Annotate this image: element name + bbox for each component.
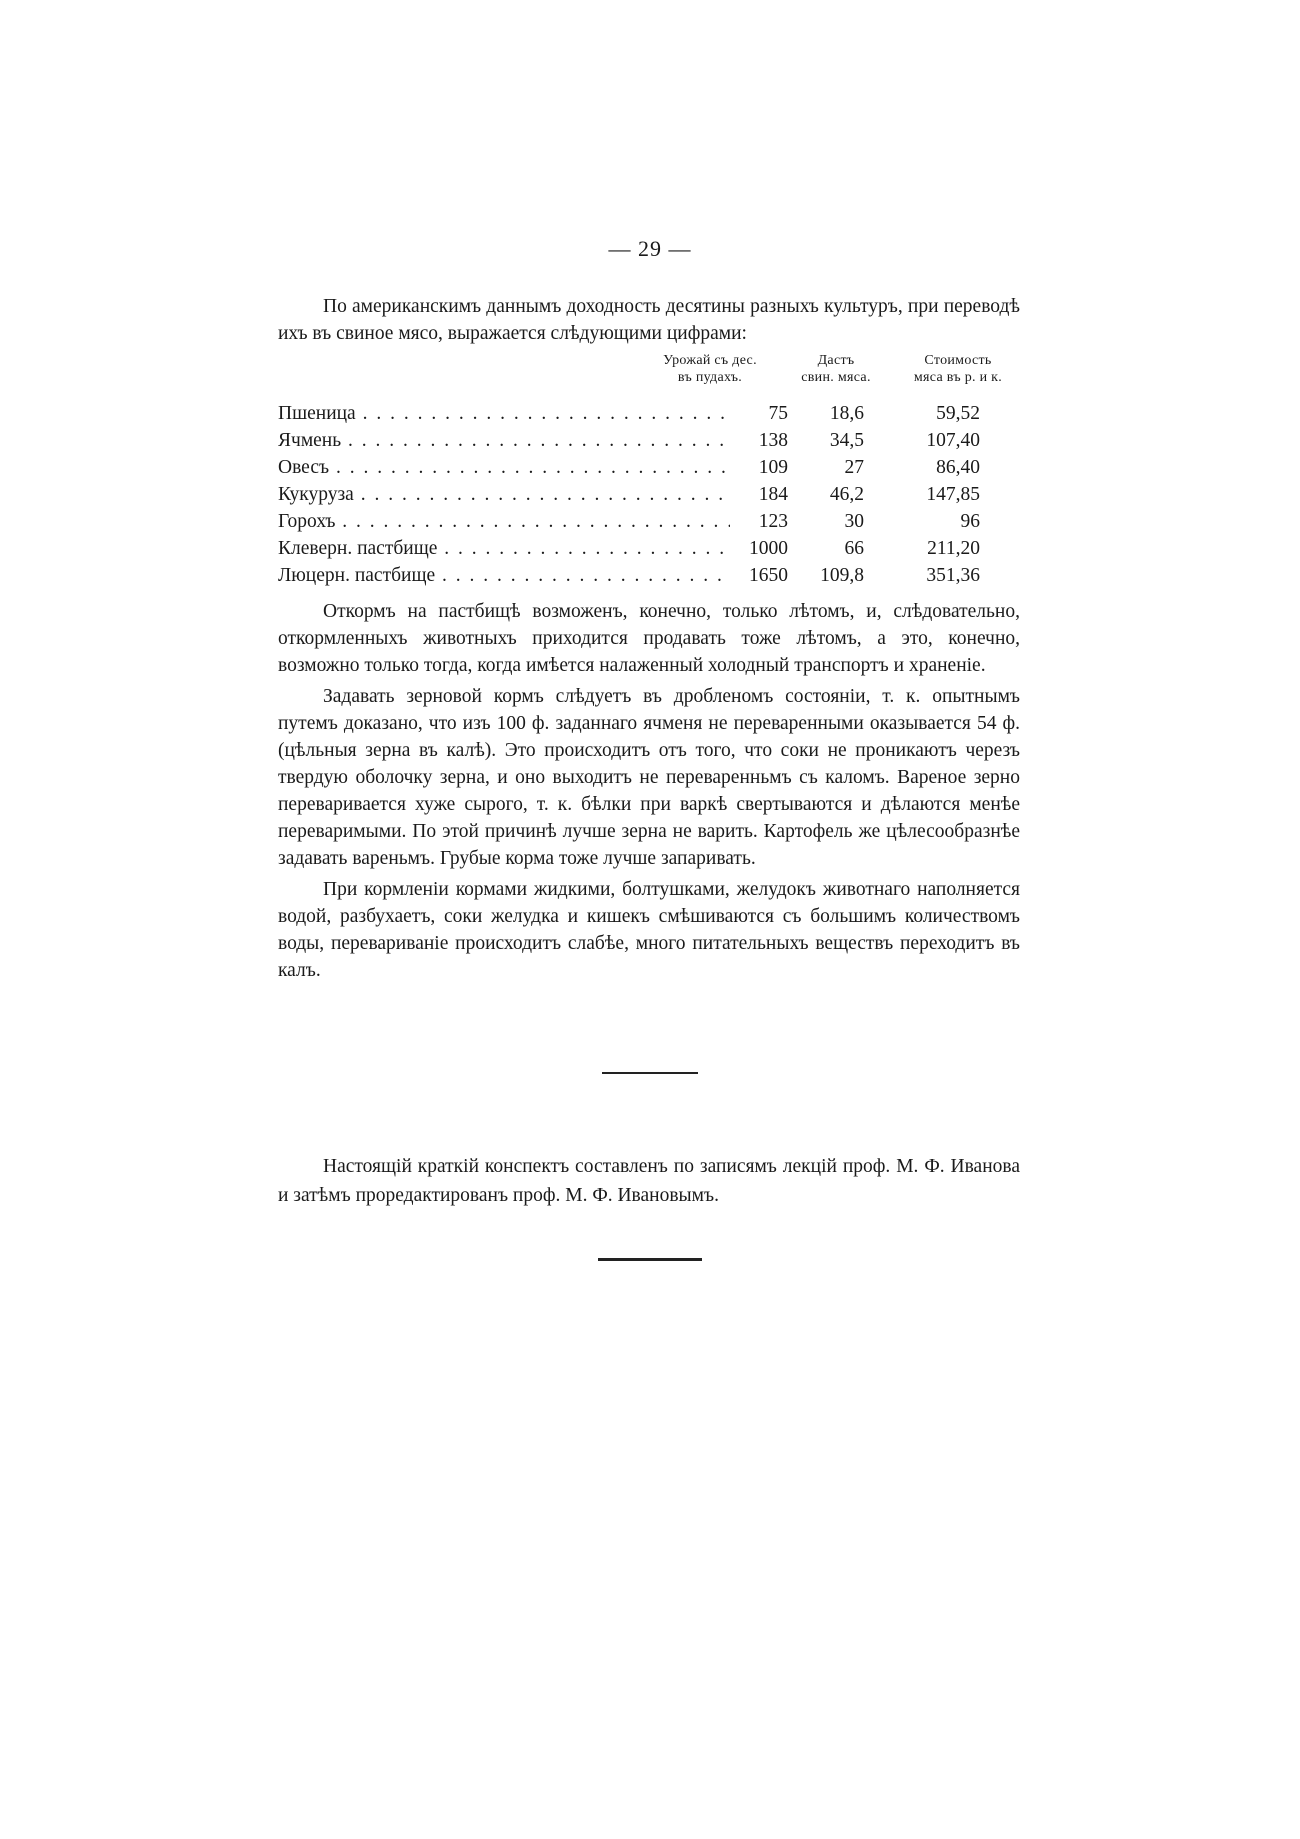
table-row — [278, 562, 1020, 589]
body-text — [278, 598, 1020, 984]
meat-value: 109,8 — [820, 565, 864, 586]
table-row — [278, 454, 1020, 481]
header-meat: Дастъ свин. мяса. — [801, 353, 871, 385]
intro-text: По американскимъ даннымъ доходность десятины разныхъ культуръ, при переводѣ ихъ въ свиное мясо, выражается слѣдующими цифрами: — [278, 296, 1020, 344]
end-divider — [598, 1258, 702, 1261]
yield-value: 75 — [730, 400, 788, 427]
closing-note — [278, 1152, 1020, 1210]
meat-value: 18,6 — [829, 403, 864, 424]
price-value: 59,52 — [936, 403, 980, 424]
yield-value: 123 — [730, 508, 788, 535]
table-row — [278, 508, 1020, 535]
section-divider — [602, 1072, 698, 1074]
meat-value: 27 — [844, 457, 864, 478]
header-value: Стоимость мяса въ р. и к. — [913, 353, 1003, 385]
yield-value: 1000 — [730, 535, 788, 562]
crop-name: Клеверн. пастбище . . . — [278, 535, 733, 562]
intro-paragraph — [278, 293, 1020, 347]
price-value: 96 — [960, 511, 980, 532]
crop-name: Пшеница . . . — [278, 400, 733, 427]
table-row — [278, 481, 1020, 508]
paragraph: Откормъ на пастбищѣ возможенъ, конечно, только лѣтомъ, и, слѣдовательно, откормленныхъ животныхъ приходится продавать тоже лѣтомъ, а это, конечно, возможно только тогда, когда имѣется налаженный холодный транспортъ и храненіе. — [278, 601, 1020, 676]
note-text: Настоящій краткій конспектъ составленъ по записямъ лекцій проф. М. Ф. Иванова и затѣмъ проредактированъ проф. М. Ф. Ивановымъ. — [278, 1156, 1020, 1206]
price-value: 211,20 — [927, 538, 980, 559]
paragraph: При кормленіи кормами жидкими, болтушками, желудокъ животнаго наполняется водой, разбухаетъ, соки желудка и кишекъ смѣшиваются съ большимъ количествомъ воды, перевариваніе происходитъ слабѣе, много питательныхъ веществъ переходитъ въ калъ. — [278, 879, 1020, 981]
price-value: 107,40 — [926, 430, 980, 451]
yield-value: 109 — [730, 454, 788, 481]
yield-value: 1650 — [730, 562, 788, 589]
table-row — [278, 400, 1020, 427]
paragraph: Задавать зерновой кормъ слѣдуетъ въ дробленомъ состояніи, т. к. опытнымъ путемъ доказано, что изъ 100 ф. заданнаго ячменя не переваренными оказывается 54 ф. (цѣльныя зерна въ калѣ). Это происходитъ отъ того, что соки не проникаютъ черезъ твердую оболочку зерна, и оно выходитъ не переваренньмъ съ каломъ. Вареное зерно переваривается хуже сырого, т. к. бѣлки при варкѣ свертываются и дѣлаются менѣе переваримыми. По этой причинѣ лучше зерна не варить. Картофель же цѣлесообразнѣе задавать вареньмъ. Грубые корма тоже лучше запаривать. — [278, 686, 1020, 869]
price-value: 351,36 — [926, 565, 980, 586]
crop-name: Кукуруза . . . — [278, 481, 733, 508]
crop-name: Овесъ . . . — [278, 454, 733, 481]
page-number: — 29 — — [608, 236, 692, 261]
header-yield: Урожай съ дес. въ пудахъ. — [663, 353, 757, 385]
crop-name: Люцерн. пастбище . . . — [278, 562, 733, 589]
meat-value: 46,2 — [829, 484, 864, 505]
meat-value: 66 — [844, 538, 864, 559]
yield-value: 138 — [730, 427, 788, 454]
price-value: 86,40 — [936, 457, 980, 478]
table-row — [278, 535, 1020, 562]
meat-value: 30 — [844, 511, 864, 532]
yield-value: 184 — [730, 481, 788, 508]
table-header — [278, 352, 1020, 400]
table-row — [278, 427, 1020, 454]
price-value: 147,85 — [926, 484, 980, 505]
yield-table — [278, 352, 1020, 589]
meat-value: 34,5 — [829, 430, 864, 451]
crop-name: Горохъ . . . — [278, 508, 733, 535]
crop-name: Ячмень . . . — [278, 427, 733, 454]
